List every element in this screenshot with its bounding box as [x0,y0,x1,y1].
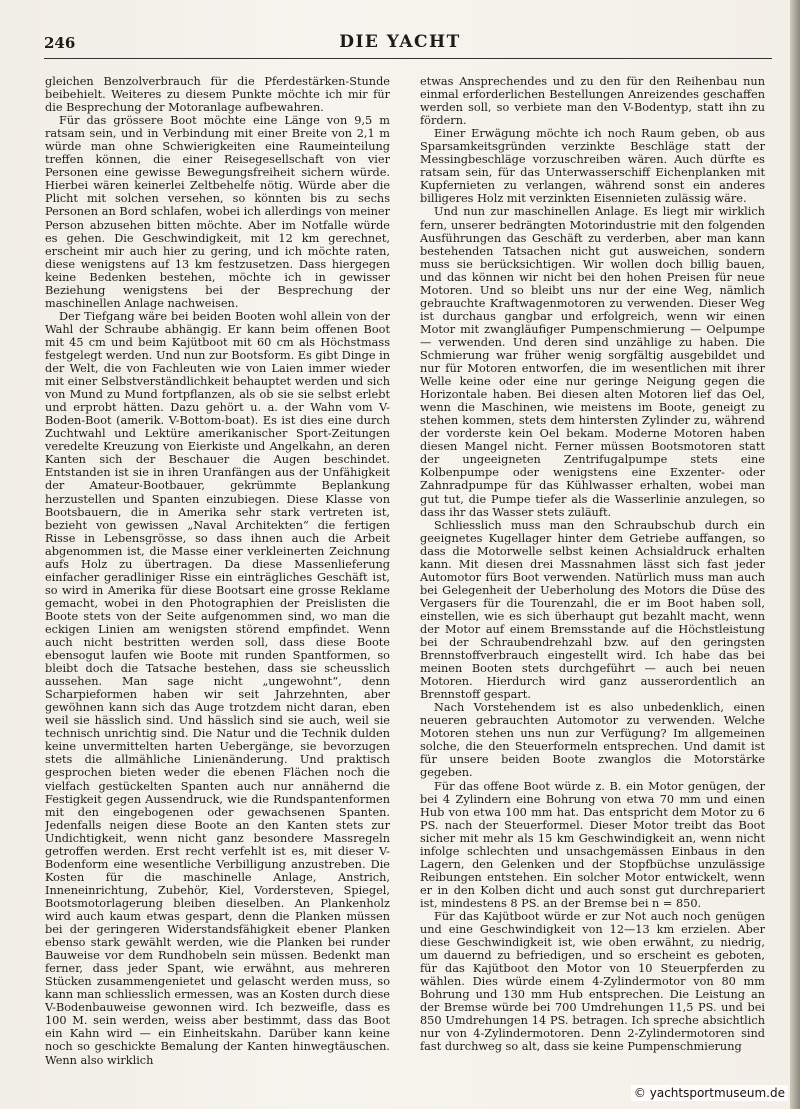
paragraph: Für das offene Boot würde z. B. ein Motor genügen, der bei 4 Zylindern eine Bohrung von etwa 70 mm und einen Hub von etwa 100 mm hat. Das entspricht dem Motor zu 6 PS. nach der Steuerformel. Dieser Motor treibt das Boot sicher mit mehr als 15 km Geschwindigkeit an, wenn nicht infolge schlechten und unsachgemässen Einbaus in den Lagern, den Gelenken und der Stopfbüchse unzulässige Reibungen entstehen. Ein solcher Motor entwickelt, wenn er in den Kolben dicht und auch sonst gut durchrepariert ist, mindestens 8 PS. an der Bremse bei n = 850. [420,779,765,910]
paragraph: Nach Vorstehendem ist es also unbedenklich, einen neueren gebrauchten Automotor zu verwenden. Welche Motoren stehen uns nun zur Verfügung? Im allgemeinen solche, die den Steuerformeln entsprechen. Und damit ist für unsere beiden Boote zwanglos die Motorstärke gegeben. [420,701,765,780]
text-column-right [420,75,765,1095]
paragraph: Für das grössere Boot möchte eine Länge von 9,5 m ratsam sein, und in Verbindung mit einer Breite von 2,1 m würde man ohne Schwierigkeiten eine Raumeinteilung treffen können, die einer Reisegesellschaft von vier Personen eine gewisse Bewegungsfreiheit sichern würde. Hierbei wären keinerlei Zeltbehelfe nötig. Würde aber die Plicht mit solchen versehen, so könnten bis zu sechs Personen an Bord schlafen, wobei ich allerdings von meiner Person abzusehen bitten möchte. Aber im Notfalle würde es gehen. Die Geschwindigkeit, mit 12 km gerechnet, erscheint mir auch hier zu gering, und ich möchte raten, diese wenigstens auf 13 km festzusetzen. Dass hiergegen keine Bedenken bestehen, möchte ich in gewisser Beziehung wenigstens bei der Besprechung der maschinellen Anlage nachweisen. [45,114,390,310]
paragraph: Und nun zur maschinellen Anlage. Es liegt mir wirklich fern, unserer bedrängten Motorindustrie mit den folgenden Ausführungen das Geschäft zu verderben, aber man kann bestehenden Tatsachen nicht gut ausweichen, sondern muss sie berücksichtigen. Wir wollen doch billig bauen, und das können wir nicht bei den hohen Preisen für neue Motoren. Und so bleibt uns nur der eine Weg, nämlich gebrauchte Kraftwagenmotoren zu verwenden. Dieser Weg ist durchaus gangbar und erfolgreich, wenn wir einen Motor mit zwangläufiger Pumpenschmierung — Oelpumpe — verwenden. Und deren sind unzählige zu haben. Die Schmierung war früher wenig sorgfältig ausgebildet und nur für Motoren entworfen, die im wesentlichen mit ihrer Welle keine oder eine nur geringe Neigung gegen die Horizontale haben. Bei diesen alten Motoren lief das Oel, wenn die Maschinen, wie meistens im Boote, geneigt zu stehen kommen, stets dem hintersten Zylinder zu, während der vorderste kein Oel bekam. Moderne Motoren haben diesen Mangel nicht. Ferner müssen Bootsmotoren statt der ungeeigneten Zentrifugalpumpe stets eine Kolbenpumpe oder wenigstens eine Exzenter- oder Zahnradpumpe für das Kühlwasser erhalten, wobei man gut tut, die Pumpe tiefer als die Wasserlinie anzulegen, so dass ihr das Wasser stets zuläuft. [420,205,765,519]
page-header [30,30,770,56]
watermark: © yachtsportmuseum.de [631,1085,788,1101]
journal-title: DIE YACHT [339,32,461,52]
paragraph: gleichen Benzolverbrauch für die Pferdestärken-Stunde beibehielt. Weiteres zu diesem Punkte möchte ich mir für die Besprechung der Motoranlage aufbewahren. [45,75,390,115]
paragraph: Für das Kajütboot würde er zur Not auch noch genügen und eine Geschwindigkeit von 12—13 km erzielen. Aber diese Geschwindigkeit ist, wie oben erwähnt, zu niedrig, um dauernd zu befriedigen, und so erscheint es geboten, für das Kajütboot den Motor von 10 Steuerpferden zu wählen. Dies würde einem 4-Zylindermotor von 80 mm Bohrung und 130 mm Hub entsprechen. Die Leistung an der Bremse würde bei 700 Umdrehungen 11,5 PS. und bei 850 Umdrehungen 14 PS. betragen. Ich spreche absichtlich nur von 4-Zylindermotoren. Denn 2-Zylindermotoren sind fast durchweg so alt, dass sie keine Pumpenschmierung [420,910,765,1054]
text-column-left [45,75,390,1095]
paragraph: Der Tiefgang wäre bei beiden Booten wohl allein von der Wahl der Schraube abhängig. Er kann beim offenen Boot mit 45 cm und beim Kajütboot mit 60 cm als Höchstmass festgelegt werden. Und nun zur Bootsform. Es gibt Dinge in der Welt, die von Fachleuten wie von Laien immer wieder mit einer Selbstverständlichkeit behauptet werden und sich von Mund zu Mund fortpflanzen, als ob sie sie selbst erlebt und erprobt hätten. Dazu gehört u. a. der Wahn vom V-Boden-Boot (amerik. V-Bottom-boat). Es ist dies eine durch Zuchtwahl und Lektüre amerikanischer Sport-Zeitungen veredelte Kreuzung von Eierkiste und Angelkahn, an deren Kanten sich der Beschauer die Augen beschindet. Entstanden ist sie in ihren Uranfängen aus der Unfähigkeit der Amateur-Bootbauer, gekrümmte Beplankung herzustellen und Spanten einzubiegen. Diese Klasse von Bootsbauern, die in Amerika sehr stark vertreten ist, bezieht von gewissen „Naval Architekten“ die fertigen Risse in Lebensgrösse, so dass ihnen auch die Arbeit abgenommen ist, die Masse einer verkleinerten Zeichnung aufs Holz zu übertragen. Da diese Massenlieferung einfacher geradliniger Risse ein einträgliches Geschäft ist, so wird in Amerika für diese Bootsart eine grosse Reklame gemacht, wobei in den Photographien der Preislisten die Boote stets von der Seite aufgenommen sind, wo man die eckigen Linien am wenigsten störend empfindet. Wenn auch nicht bestritten werden soll, dass diese Boote ebensogut laufen wie Boote mit runden Spantformen, so bleibt doch die Tatsache bestehen, dass sie scheusslich aussehen. Man sage nicht „ungewohnt“, denn Scharpieformen haben wir seit Jahrzehnten, aber gewöhnen kann sich das Auge trotzdem nicht daran, eben weil sie hässlich sind. Und hässlich sind sie auch, weil sie technisch unrichtig sind. Die Natur und die Technik dulden keine unvermittelten harten Uebergänge, sie bevorzugen stets die allmähliche Linienänderung. Und praktisch gesprochen bieten weder die ebenen Flächen noch die vielfach gestückelten Spanten auch nur annähernd die Festigkeit gegen Aussendruck, wie die Rundspantenformen mit den eingebogenen oder gewachsenen Spanten. Jedenfalls neigen diese Boote an den Kanten stets zur Undichtigkeit, wenn nicht ganz besondere Massregeln getroffen werden. Erst recht verfehlt ist es, mit dieser V-Bodenform eine wesentliche Verbilligung anzustreben. Die Kosten für die maschinelle Anlage, Anstrich, Inneneinrichtung, Zubehör, Kiel, Vordersteven, Spiegel, Bootsmotorlagerung bleiben dieselben. An Plankenholz wird auch kaum etwas gespart, denn die Planken müssen bei der geringeren Widerstandsfähigkeit ebener Planken ebenso stark gewählt werden, wie die Planken bei runder Bauweise vor dem Rundhobeln sein müssen. Bedenkt man ferner, dass jeder Spant, wie erwähnt, aus mehreren Stücken zusammengenietet und gelascht werden muss, so kann man schliesslich ermessen, was an Kosten durch diese V-Bodenbauweise gewonnen wird. Ich bezweifle, dass es 100 M. sein werden, weiss aber bestimmt, dass das Boot ein Kahn wird — ein Einheitskahn. Darüber kann keine noch so geschickte Bemalung der Kanten hinwegtäuschen. Wenn also wirklich [45,309,390,1067]
page-edge [790,0,800,1109]
header-rule [44,58,772,59]
page-number: 246 [44,34,76,52]
paragraph: etwas Ansprechendes und zu den für den Reihenbau nun einmal erforderlichen Bestellungen Anreizendes geschaffen werden soll, so verbiete man den V-Bodentyp, statt ihn zu fördern. [420,75,765,128]
paragraph: Einer Erwägung möchte ich noch Raum geben, ob aus Sparsamkeitsgründen verzinkte Beschläge statt der Messingbeschläge vorzuschreiben wären. Auch dürfte es ratsam sein, für das Unterwasserschiff Eichenplanken mit Kupfernieten zu verlangen, während sonst ein anderes billigeres Holz mit verzinkten Eisennieten zulässig wäre. [420,127,765,206]
paragraph: Schliesslich muss man den Schraubschub durch ein geeignetes Kugellager hinter dem Getriebe auffangen, so dass die Motorwelle selbst keinen Achsialdruck erhalten kann. Mit diesen drei Massnahmen lässt sich fast jeder Automotor fürs Boot verwenden. Natürlich muss man auch bei Gelegenheit der Ueberholung des Motors die Düse des Vergasers für die Tourenzahl, die er im Boot haben soll, einstellen, wie es sich überhaupt gut bezahlt macht, wenn der Motor auf einem Bremsstande auf die Höchstleistung bei der Schraubendrehzahl bzw. auf den geringsten Brennstoffverbrauch eingestellt wird. Ich habe das bei meinen Booten stets durchgeführt — auch bei neuen Motoren. Hierdurch wird ganz ausserordentlich an Brennstoff gespart. [420,518,765,702]
